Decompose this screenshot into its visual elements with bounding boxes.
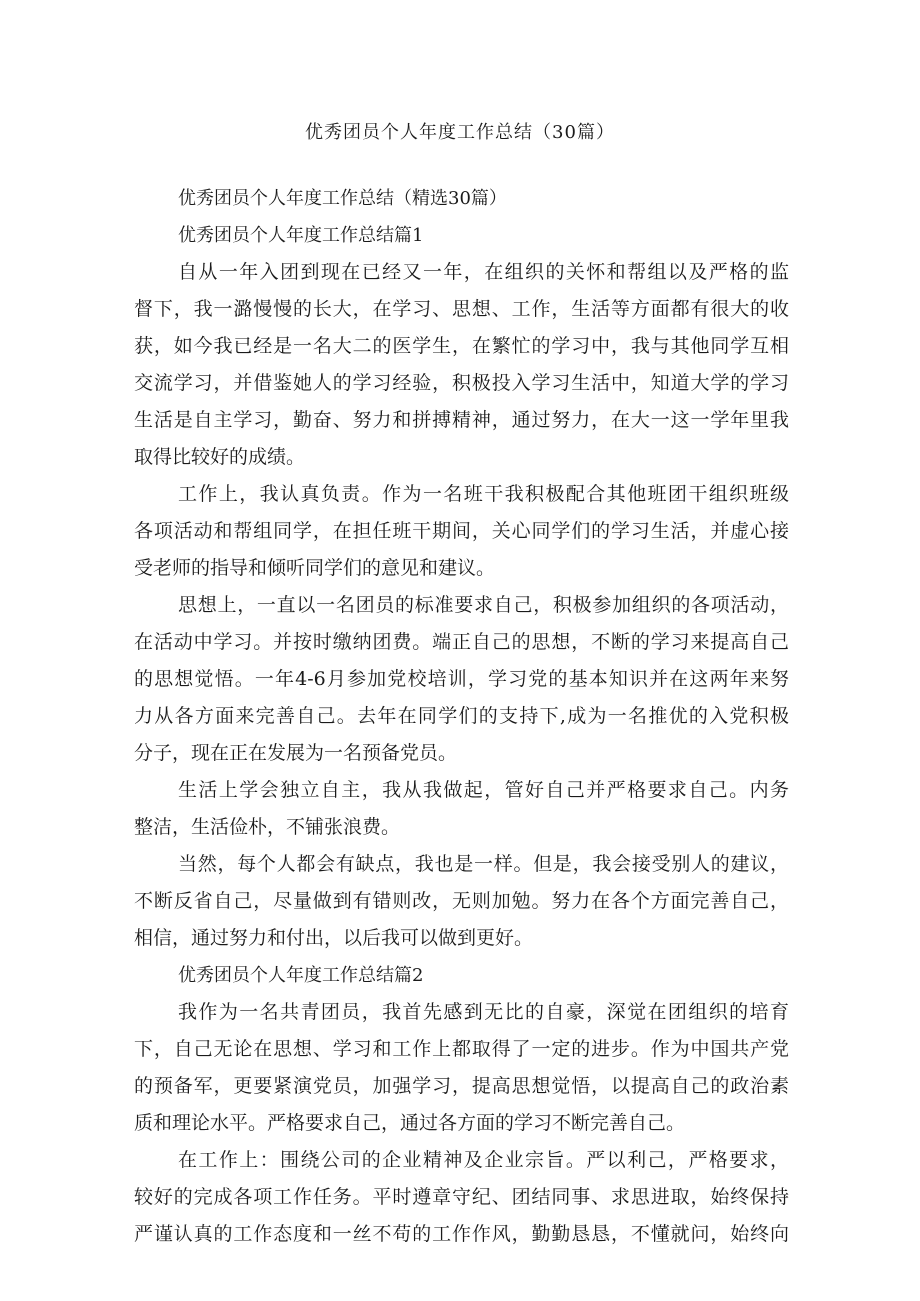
text-line: 的预备军，更要紧演党员，加强学习，提高思想觉悟，以提高自己的政治素 bbox=[134, 1075, 789, 1097]
section-heading-1: 优秀团员个人年度工作总结篇1 bbox=[178, 225, 424, 246]
text-line: 严谨认真的工作态度和一丝不苟的工作作风，勤勤恳恳，不懂就问，始终向 bbox=[134, 1223, 789, 1245]
paragraph-7 bbox=[134, 1142, 789, 1253]
text-line: 在活动中学习。并按时缴纳团费。端正自己的思想，不断的学习来提高自己 bbox=[134, 631, 789, 653]
text-line: 交流学习，并借鉴她人的学习经验，积极投入学习生活中，知道大学的学习 bbox=[134, 372, 789, 394]
text-line: 质和理论水平。严格要求自己，通过各方面的学习不断完善自己。 bbox=[134, 1112, 686, 1134]
section-heading-2: 优秀团员个人年度工作总结篇2 bbox=[178, 965, 424, 986]
text-line: 生活上学会独立自主，我从我做起，管好自己并严格要求自己。内务 bbox=[178, 779, 789, 801]
text-line: 的思想觉悟。一年4-6月参加党校培训，学习党的基本知识并在这两年来努 bbox=[134, 668, 789, 690]
paragraph-3 bbox=[134, 587, 789, 772]
document-subtitle: 优秀团员个人年度工作总结（精选30篇） bbox=[178, 188, 507, 209]
text-line: 分子，现在正在发展为一名预备党员。 bbox=[134, 742, 458, 764]
text-line: 获，如今我已经是一名大二的医学生，在繁忙的学习中，我与其他同学互相 bbox=[134, 335, 789, 357]
text-line: 在工作上：围绕公司的企业精神及企业宗旨。严以利己，严格要求， bbox=[178, 1149, 789, 1171]
document-body bbox=[134, 180, 789, 1253]
text-line: 受老师的指导和倾听同学们的意见和建议。 bbox=[134, 557, 496, 579]
text-line: 相信，通过努力和付出，以后我可以做到更好。 bbox=[134, 927, 534, 949]
text-line: 力从各方面来完善自己。去年在同学们的支持下,成为一名推优的入党积极 bbox=[134, 705, 789, 727]
paragraph-4 bbox=[134, 772, 789, 846]
text-line: 当然，每个人都会有缺点，我也是一样。但是，我会接受别人的建议， bbox=[178, 853, 789, 875]
text-line: 自从一年入团到现在已经又一年，在组织的关怀和帮组以及严格的监 bbox=[178, 261, 789, 283]
paragraph-6 bbox=[134, 994, 789, 1142]
text-line: 思想上，一直以一名团员的标准要求自己，积极参加组织的各项活动， bbox=[178, 594, 789, 616]
paragraph-2 bbox=[134, 476, 789, 587]
text-line: 整洁，生活俭朴，不铺张浪费。 bbox=[134, 816, 401, 838]
text-line: 取得比较好的成绩。 bbox=[134, 446, 306, 468]
text-line: 不断反省自己，尽量做到有错则改，无则加勉。努力在各个方面完善自己， bbox=[134, 890, 789, 912]
text-line: 下，自己无论在思想、学习和工作上都取得了一定的进步。作为中国共产党 bbox=[134, 1038, 789, 1060]
text-line: 工作上，我认真负责。作为一名班干我积极配合其他班团干组织班级 bbox=[178, 483, 789, 505]
text-line: 较好的完成各项工作任务。平时遵章守纪、团结同事、求思进取，始终保持 bbox=[134, 1186, 789, 1208]
paragraph-1 bbox=[134, 254, 789, 476]
text-line: 生活是自主学习，勤奋、努力和拼搏精神，通过努力，在大一这一学年里我 bbox=[134, 409, 789, 431]
paragraph-5 bbox=[134, 846, 789, 957]
text-line: 督下，我一潞慢慢的长大，在学习、思想、工作，生活等方面都有很大的收 bbox=[134, 298, 789, 320]
text-line: 各项活动和帮组同学，在担任班干期间，关心同学们的学习生活，并虚心接 bbox=[134, 520, 789, 542]
document-title: 优秀团员个人年度工作总结（30篇） bbox=[305, 122, 615, 143]
text-line: 我作为一名共青团员，我首先感到无比的自豪，深觉在团组织的培育 bbox=[178, 1001, 789, 1023]
